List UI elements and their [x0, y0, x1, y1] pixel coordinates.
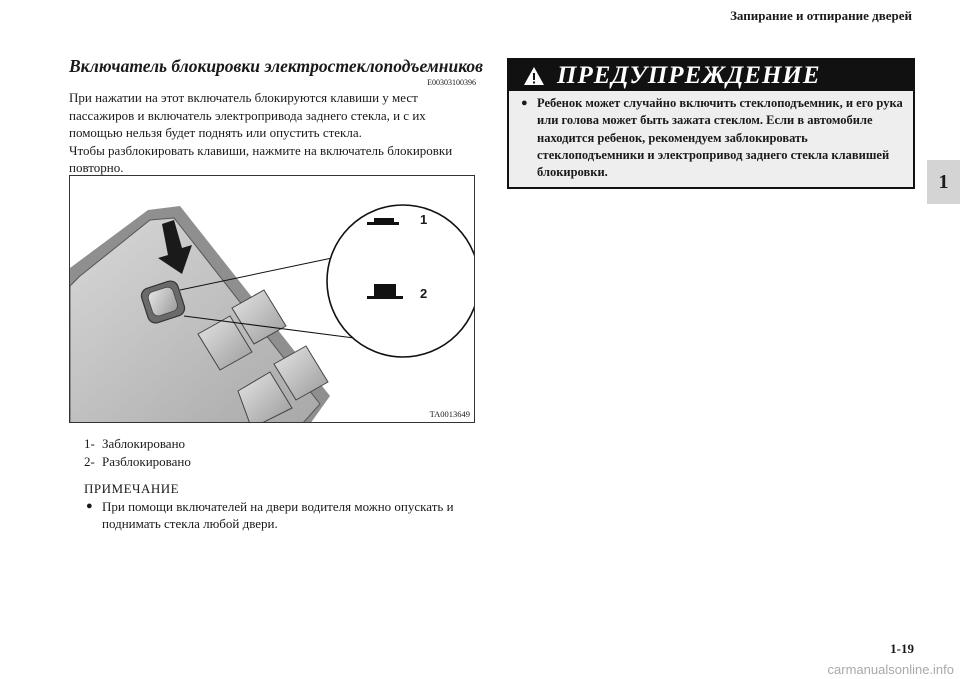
warning-triangle-icon	[523, 66, 545, 86]
section-title: Включатель блокировки электростеклоподъемников	[69, 56, 484, 76]
legend-item	[84, 435, 191, 453]
legend-item	[84, 453, 191, 471]
callout-1: 1	[420, 212, 428, 227]
legend-text: Заблокировано	[102, 436, 186, 451]
running-header: Запирание и отпирание дверей	[730, 8, 912, 23]
note-text: При помощи включателей на двери водителя можно опускать и поднимать стекла любой двери.	[102, 498, 454, 531]
warning-title: ПРЕДУПРЕЖДЕНИЕ	[557, 61, 821, 89]
legend-text: Разблокировано	[102, 453, 191, 469]
warning-item	[509, 91, 913, 187]
door-panel-illustration	[70, 176, 475, 423]
bullet-icon: ●	[521, 97, 528, 109]
lock-switch-figure	[69, 175, 475, 423]
note-block	[84, 480, 484, 533]
page-number: 1-19	[890, 641, 914, 656]
warning-text: Ребенок может случайно включить стеклоподъемник, и его рука или голова может быть зажата стеклом. Если в автомобиле находится ребенок, рекомендуем заблокировать стеклоподъемники и электропривод заднего стекла клавишей блокировки.	[537, 96, 903, 180]
note-title: ПРИМЕЧАНИЕ	[84, 481, 180, 496]
bullet-icon: ●	[86, 499, 93, 512]
legend-number: 2-	[84, 453, 95, 469]
section-code: E00303100396	[427, 78, 476, 87]
figure-legend	[84, 435, 191, 470]
body-paragraph: При нажатии на этот включатель блокируются клавиши у мест пассажиров и включатель электропривода заднего стекла, и с их помощью нельзя будет поднять или опустить стекла.	[69, 90, 426, 140]
legend-number: 1-	[84, 436, 95, 451]
warning-header	[509, 60, 913, 91]
watermark: carmanualsonline.info	[827, 662, 954, 677]
figure-code: TA0013649	[429, 409, 470, 419]
section-body	[69, 89, 479, 177]
warning-box	[507, 58, 915, 189]
chapter-tab: 1	[927, 160, 960, 204]
callout-2: 2	[420, 286, 428, 301]
note-item	[84, 498, 484, 533]
body-paragraph: Чтобы разблокировать клавиши, нажмите на включатель блокировки повторно.	[69, 142, 453, 175]
